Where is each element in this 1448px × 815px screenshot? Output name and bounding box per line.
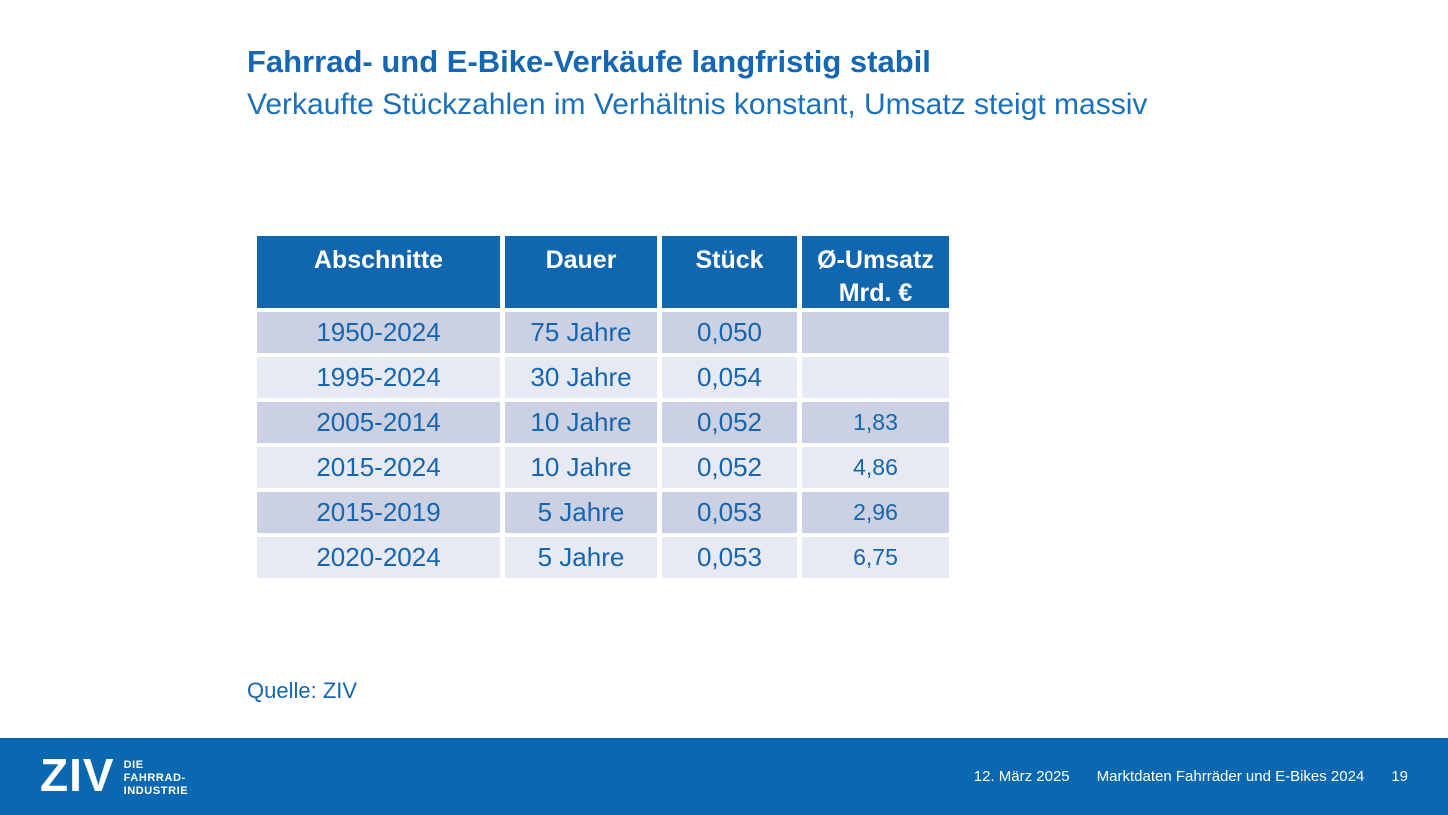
footer-meta <box>974 768 1408 785</box>
column-header-label: Ø-Umsatz <box>817 246 934 274</box>
table-cell: 2005-2014 <box>257 402 500 443</box>
table-cell: 5 Jahre <box>505 492 657 533</box>
column-header-dauer <box>505 236 657 308</box>
footer-bar <box>0 738 1448 815</box>
ziv-logo-tagline <box>124 759 189 798</box>
ziv-logo-text: ZIV <box>40 749 115 801</box>
table-cell: 4,86 <box>802 447 949 488</box>
column-header-label: Abschnitte <box>313 246 444 274</box>
column-header-label: Dauer <box>545 246 617 274</box>
column-header-stueck <box>662 236 797 308</box>
table-cell: 10 Jahre <box>505 402 657 443</box>
table-cell: 0,053 <box>662 492 797 533</box>
table-cell: 0,050 <box>662 312 797 353</box>
footer-doc-title: Marktdaten Fahrräder und E-Bikes 2024 <box>1096 768 1365 785</box>
table-cell: 0,052 <box>662 447 797 488</box>
ziv-logo-tagline-line: INDUSTRIE <box>123 785 189 797</box>
table-cell: 1950-2024 <box>257 312 500 353</box>
footer-page-number: 19 <box>1391 768 1408 785</box>
table-cell: 2,96 <box>802 492 949 533</box>
ziv-logo <box>40 749 189 801</box>
table-cell: 0,052 <box>662 402 797 443</box>
table-cell: 2015-2024 <box>257 447 500 488</box>
table-cell: 0,053 <box>662 537 797 578</box>
column-header-label: Stück <box>695 246 764 274</box>
table-cell: 5 Jahre <box>505 537 657 578</box>
page-title: Fahrrad- und E-Bike-Verkäufe langfristig stabil <box>247 44 931 79</box>
ziv-logo-tagline-line: FAHRRAD- <box>123 772 186 784</box>
page-subtitle: Verkaufte Stückzahlen im Verhältnis konstant, Umsatz steigt massiv <box>247 88 1148 121</box>
table-cell <box>802 312 949 353</box>
table-cell: 1995-2024 <box>257 357 500 398</box>
column-header-unit: Mrd. € <box>838 279 913 307</box>
sales-periods-table <box>257 236 949 578</box>
footer-date: 12. März 2025 <box>973 768 1070 785</box>
column-header-abschnitte <box>257 236 500 308</box>
title-block <box>247 42 1147 127</box>
table-cell: 30 Jahre <box>505 357 657 398</box>
table-cell: 10 Jahre <box>505 447 657 488</box>
table-cell: 1,83 <box>802 402 949 443</box>
source-note: Quelle: ZIV <box>247 678 358 703</box>
table-cell: 0,054 <box>662 357 797 398</box>
table-cell: 6,75 <box>802 537 949 578</box>
column-header-umsatz <box>802 236 949 308</box>
table-cell: 2015-2019 <box>257 492 500 533</box>
table-cell: 75 Jahre <box>505 312 657 353</box>
table-cell <box>802 357 949 398</box>
table-cell: 2020-2024 <box>257 537 500 578</box>
ziv-logo-tagline-line: DIE <box>123 759 144 771</box>
